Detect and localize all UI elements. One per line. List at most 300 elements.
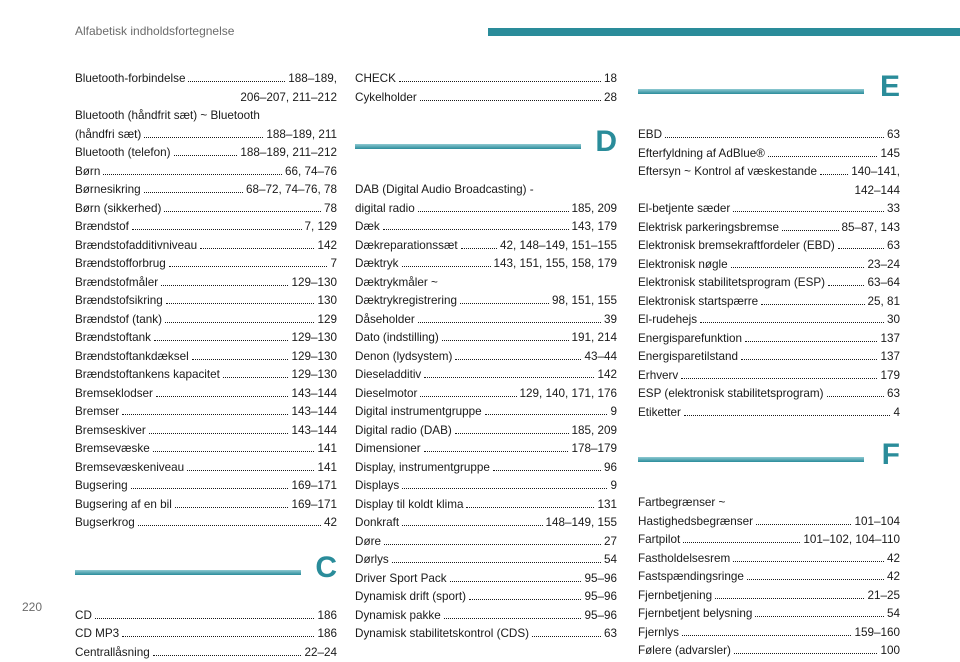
- index-entry-term: Dimensioner: [355, 440, 421, 459]
- dot-leader: [144, 137, 263, 138]
- index-entry-pages: 178–179: [571, 440, 617, 459]
- index-entry-term: Displays: [355, 477, 399, 496]
- index-entry-term: Dæktryk: [355, 255, 399, 274]
- index-entry-term: Display til koldt klima: [355, 496, 463, 515]
- index-entry-term: CD MP3: [75, 625, 119, 644]
- index-entry: [355, 292, 617, 311]
- dot-leader: [138, 525, 321, 526]
- index-entry-term: Elektronisk stabilitetsprogram (ESP): [638, 274, 825, 293]
- index-entry-pages: 27: [604, 533, 617, 552]
- index-entry: [638, 367, 900, 386]
- section-rule: [638, 458, 864, 461]
- index-entry-pages: 63: [887, 385, 900, 404]
- index-entry-pages: 142: [317, 237, 337, 256]
- index-entry-term: Bremser: [75, 403, 119, 422]
- index-entry: [75, 422, 337, 441]
- dot-leader: [122, 636, 314, 637]
- dot-leader: [153, 655, 302, 656]
- index-entry-term: Bremsevæskeniveau: [75, 459, 184, 478]
- index-entry: [638, 550, 900, 569]
- index-entry-term: Efterfyldning af AdBlue®: [638, 145, 765, 164]
- entry-list: [638, 494, 900, 661]
- index-entry: [638, 274, 900, 293]
- index-entry: [75, 496, 337, 515]
- index-entry-term: Bluetooth (telefon): [75, 144, 171, 163]
- index-entry-pages: 169–171: [291, 477, 337, 496]
- index-entry-pages: 9: [610, 477, 617, 496]
- section-e: [638, 70, 900, 120]
- index-entry: [75, 200, 337, 219]
- index-entry-term: Børn: [75, 163, 100, 182]
- entry-list: [75, 70, 337, 533]
- dot-leader: [187, 470, 314, 471]
- index-entry: [355, 625, 617, 644]
- dot-leader: [665, 137, 884, 138]
- index-entry-pages: 54: [604, 551, 617, 570]
- index-entry: [355, 496, 617, 515]
- dot-leader: [466, 507, 594, 508]
- dot-leader: [741, 359, 877, 360]
- dot-leader: [165, 322, 314, 323]
- index-entry-term: Bugsering: [75, 477, 128, 496]
- index-entry-pages: 142: [597, 366, 617, 385]
- index-entry-term: Døre: [355, 533, 381, 552]
- index-entry-pages: 188–189,: [288, 70, 337, 89]
- dot-leader: [444, 618, 582, 619]
- dot-leader: [418, 322, 601, 323]
- index-entry-pages: 96: [604, 459, 617, 478]
- index-entry: [355, 237, 617, 256]
- index-entry-term: ESP (elektronisk stabilitetsprogram): [638, 385, 824, 404]
- dot-leader: [188, 81, 285, 82]
- dot-leader: [156, 396, 289, 397]
- index-entry: [355, 218, 617, 237]
- dot-leader: [460, 303, 549, 304]
- index-entry: [638, 237, 900, 256]
- index-entry-pages: 9: [610, 403, 617, 422]
- index-entry-pages: 30: [887, 311, 900, 330]
- index-entry-term: Fastspændingsringe: [638, 568, 744, 587]
- index-entry: [638, 531, 900, 550]
- index-entry: [75, 477, 337, 496]
- dot-leader: [747, 579, 884, 580]
- index-entry-pages: 43–44: [584, 348, 617, 367]
- index-entry-pages: 42, 148–149, 151–155: [500, 237, 617, 256]
- index-entry-pages: 28: [604, 89, 617, 108]
- index-entry-pages: 33: [887, 200, 900, 219]
- dot-leader: [493, 470, 601, 471]
- dot-leader: [383, 229, 569, 230]
- index-entry-term: Brændstofsikring: [75, 292, 163, 311]
- index-entry: [355, 588, 617, 607]
- index-entry: [355, 607, 617, 626]
- dot-leader: [161, 285, 288, 286]
- dot-leader: [756, 524, 851, 525]
- dot-leader: [122, 414, 288, 415]
- index-entry: [355, 570, 617, 589]
- dot-leader: [532, 636, 601, 637]
- index-entry-term: Dæk: [355, 218, 380, 237]
- index-entry-term: Elektrisk parkeringsbremse: [638, 219, 779, 238]
- index-entry-pages: 85–87, 143: [842, 219, 901, 238]
- section-d: [355, 125, 617, 175]
- index-entry-pages: 95–96: [584, 607, 617, 626]
- index-entry: [355, 440, 617, 459]
- index-entry-term: Bremsevæske: [75, 440, 150, 459]
- index-entry-pages: 143–144: [291, 385, 337, 404]
- index-entry-term: El-rudehejs: [638, 311, 697, 330]
- index-entry: [75, 403, 337, 422]
- index-entry-pages: 25, 81: [868, 293, 901, 312]
- dot-leader: [733, 211, 884, 212]
- dot-leader: [175, 507, 289, 508]
- index-entry: [638, 200, 900, 219]
- dot-leader: [768, 156, 878, 157]
- entry-list: [355, 181, 617, 644]
- index-entry-pages: 188–189, 211: [266, 126, 337, 145]
- index-entry-pages: 159–160: [854, 624, 900, 643]
- index-entry-term: Brændstofforbrug: [75, 255, 166, 274]
- index-entry-pages: 42: [324, 514, 337, 533]
- index-entry: [355, 70, 617, 89]
- index-entry-prefix: Dæktrykmåler ~: [355, 274, 617, 293]
- dot-leader: [399, 81, 601, 82]
- index-entry-pages: 129–130: [291, 329, 337, 348]
- index-entry-term: Dynamisk pakke: [355, 607, 441, 626]
- index-entry-pages: 7, 129: [305, 218, 338, 237]
- dot-leader: [420, 100, 601, 101]
- section-rule: [638, 90, 864, 93]
- section-rule: [355, 145, 581, 148]
- index-entry-pages-continued: 142–144: [638, 182, 900, 201]
- index-entry-pages: 137: [880, 330, 900, 349]
- entry-list: [75, 607, 337, 662]
- dot-leader: [682, 635, 852, 636]
- dot-leader: [149, 433, 289, 434]
- dot-leader: [153, 451, 315, 452]
- section-letter: D: [595, 125, 617, 159]
- dot-leader: [761, 304, 864, 305]
- index-entry-term: Dørlys: [355, 551, 389, 570]
- index-entry: [75, 366, 337, 385]
- index-entry-term: Hastighedsbegrænser: [638, 513, 753, 532]
- header-accent-bar: [488, 28, 960, 36]
- index-entry: [75, 348, 337, 367]
- index-entry-pages: 21–25: [867, 587, 900, 606]
- dot-leader: [442, 340, 569, 341]
- index-entry-pages: 95–96: [584, 570, 617, 589]
- index-entry-pages: 143, 151, 155, 158, 179: [494, 255, 617, 274]
- index-entry-pages: 143, 179: [572, 218, 618, 237]
- index-entry: [638, 513, 900, 532]
- index-entry-term: Eftersyn ~ Kontrol af væskestande: [638, 163, 817, 182]
- index-entry-term: El-betjente sæder: [638, 200, 730, 219]
- index-entry: [75, 329, 337, 348]
- index-entry: [355, 514, 617, 533]
- index-entry: [355, 366, 617, 385]
- dot-leader: [169, 266, 328, 267]
- index-entry: [75, 181, 337, 200]
- index-entry-term: Bremseklodser: [75, 385, 153, 404]
- index-entry-term: Fjernlys: [638, 624, 679, 643]
- index-entry: [75, 607, 337, 626]
- index-entry-term: Brændstof (tank): [75, 311, 162, 330]
- index-entry: [75, 459, 337, 478]
- dot-leader: [734, 653, 878, 654]
- index-entry-term: Dieseladditiv: [355, 366, 421, 385]
- index-entry: [75, 255, 337, 274]
- index-entry: [638, 605, 900, 624]
- index-entry: [355, 255, 617, 274]
- entry-list: [638, 126, 900, 422]
- index-entry-term: Brændstoftank: [75, 329, 151, 348]
- index-entry-term: Dato (indstilling): [355, 329, 439, 348]
- index-entry: [75, 144, 337, 163]
- index-entry-pages: 7: [330, 255, 337, 274]
- index-entry-term: Erhverv: [638, 367, 678, 386]
- dot-leader: [683, 542, 800, 543]
- index-entry: [355, 477, 617, 496]
- dot-leader: [424, 377, 594, 378]
- index-entry: [75, 70, 337, 89]
- index-entry-pages: 130: [317, 292, 337, 311]
- index-entry-pages: 185, 209: [572, 200, 618, 219]
- index-entry-pages: 63: [604, 625, 617, 644]
- index-entry: [75, 625, 337, 644]
- index-entry: [355, 551, 617, 570]
- index-entry-pages: 129–130: [291, 366, 337, 385]
- dot-leader: [418, 211, 569, 212]
- dot-leader: [455, 359, 581, 360]
- dot-leader: [469, 599, 581, 600]
- index-entry: [638, 126, 900, 145]
- index-entry-pages: 145: [880, 145, 900, 164]
- index-entry-term: Energisparefunktion: [638, 330, 742, 349]
- index-entry-pages: 129–130: [291, 348, 337, 367]
- dot-leader: [700, 322, 884, 323]
- index-entry-term: Elektronisk startspærre: [638, 293, 758, 312]
- index-entry-term: Brændstofmåler: [75, 274, 158, 293]
- dot-leader: [731, 267, 865, 268]
- index-entry-pages: 23–24: [867, 256, 900, 275]
- index-entry-pages: 129, 140, 171, 176: [520, 385, 617, 404]
- section-rule: [75, 571, 301, 574]
- index-entry-prefix: Fartbegrænser ~: [638, 494, 900, 513]
- index-entry: [75, 385, 337, 404]
- index-entry-term: Børnesikring: [75, 181, 141, 200]
- index-entry-term: Dæktrykregistrering: [355, 292, 457, 311]
- entry-list: [355, 70, 617, 107]
- index-entry: [75, 311, 337, 330]
- index-entry-pages: 186: [317, 607, 337, 626]
- index-entry-term: Bluetooth-forbindelse: [75, 70, 185, 89]
- index-entry-term: Bugsering af en bil: [75, 496, 172, 515]
- index-entry-pages: 186: [317, 625, 337, 644]
- dot-leader: [461, 248, 497, 249]
- dot-leader: [200, 248, 314, 249]
- index-entry-pages: 101–104: [854, 513, 900, 532]
- index-entry-term: Digital radio (DAB): [355, 422, 452, 441]
- index-entry-term: CD: [75, 607, 92, 626]
- index-entry-pages: 143–144: [291, 403, 337, 422]
- dot-leader: [450, 581, 582, 582]
- index-entry: [355, 311, 617, 330]
- index-entry-term: Bugserkrog: [75, 514, 135, 533]
- index-entry-pages: 179: [880, 367, 900, 386]
- index-entry-pages: 185, 209: [572, 422, 618, 441]
- index-entry: [355, 200, 617, 219]
- index-entry-pages: 95–96: [584, 588, 617, 607]
- index-entry-pages: 143–144: [291, 422, 337, 441]
- header-title: Alfabetisk indholdsfortegnelse: [75, 24, 234, 38]
- index-entry: [355, 385, 617, 404]
- index-entry: [355, 89, 617, 108]
- dot-leader: [820, 174, 848, 175]
- index-entry: [75, 292, 337, 311]
- index-entry-term: Cykelholder: [355, 89, 417, 108]
- index-entry: [75, 126, 337, 145]
- section-c: [75, 551, 337, 601]
- index-entry-term: Børn (sikkerhed): [75, 200, 161, 219]
- dot-leader: [164, 211, 321, 212]
- section-letter: E: [880, 70, 900, 104]
- dot-leader: [838, 248, 884, 249]
- dot-leader: [402, 525, 542, 526]
- index-entry-pages: 63–64: [867, 274, 900, 293]
- index-column-2: [355, 70, 617, 644]
- dot-leader: [144, 192, 243, 193]
- index-entry-pages: 42: [887, 550, 900, 569]
- index-entry: [638, 348, 900, 367]
- index-entry: [638, 163, 900, 182]
- index-entry: [75, 440, 337, 459]
- dot-leader: [733, 561, 884, 562]
- index-entry-term: Driver Sport Pack: [355, 570, 447, 589]
- dot-leader: [166, 303, 315, 304]
- section-letter: F: [882, 438, 900, 472]
- index-entry: [355, 348, 617, 367]
- index-entry-term: Elektronisk bremsekraftfordeler (EBD): [638, 237, 835, 256]
- dot-leader: [103, 174, 282, 175]
- index-entry: [638, 330, 900, 349]
- dot-leader: [402, 488, 607, 489]
- index-entry-pages: 63: [887, 237, 900, 256]
- index-entry-term: Fjernbetjening: [638, 587, 712, 606]
- index-entry-pages: 141: [317, 459, 337, 478]
- index-entry-term: Denon (lydsystem): [355, 348, 452, 367]
- index-entry-term: Brændstoftankdæksel: [75, 348, 189, 367]
- index-entry-pages: 39: [604, 311, 617, 330]
- index-entry: [355, 422, 617, 441]
- index-entry-term: Etiketter: [638, 404, 681, 423]
- index-entry: [75, 163, 337, 182]
- dot-leader: [392, 562, 601, 563]
- index-entry: [638, 293, 900, 312]
- dot-leader: [455, 433, 569, 434]
- dot-leader: [755, 616, 884, 617]
- dot-leader: [223, 377, 289, 378]
- index-entry-term: Fartpilot: [638, 531, 680, 550]
- index-entry-term: digital radio: [355, 200, 415, 219]
- index-entry-prefix: Bluetooth (håndfrit sæt) ~ Bluetooth: [75, 107, 337, 126]
- index-entry-term: Dækreparationssæt: [355, 237, 458, 256]
- index-entry-pages: 68–72, 74–76, 78: [246, 181, 337, 200]
- index-entry: [638, 385, 900, 404]
- dot-leader: [192, 359, 289, 360]
- index-entry-pages: 63: [887, 126, 900, 145]
- index-entry-term: Følere (advarsler): [638, 642, 731, 661]
- index-entry-pages: 98, 151, 155: [552, 292, 617, 311]
- index-entry: [75, 237, 337, 256]
- index-entry-term: Fastholdelsesrem: [638, 550, 730, 569]
- index-entry: [355, 459, 617, 478]
- index-entry: [355, 329, 617, 348]
- index-entry-term: Display, instrumentgruppe: [355, 459, 490, 478]
- index-entry: [75, 274, 337, 293]
- index-entry: [638, 587, 900, 606]
- index-entry-term: Donkraft: [355, 514, 399, 533]
- index-entry: [638, 256, 900, 275]
- dot-leader: [681, 378, 877, 379]
- index-entry-term: Elektronisk nøgle: [638, 256, 728, 275]
- index-column-3: [638, 70, 900, 661]
- index-entry-term: (håndfri sæt): [75, 126, 141, 145]
- index-entry-term: Brændstofadditivniveau: [75, 237, 197, 256]
- index-entry-term: Dynamisk drift (sport): [355, 588, 466, 607]
- dot-leader: [745, 341, 878, 342]
- index-entry: [75, 644, 337, 662]
- index-entry-pages: 148–149, 155: [546, 514, 618, 533]
- index-entry-term: Fjernbetjent belysning: [638, 605, 752, 624]
- index-entry-term: Energisparetilstand: [638, 348, 738, 367]
- index-entry: [75, 514, 337, 533]
- index-entry-prefix: DAB (Digital Audio Broadcasting) -: [355, 181, 617, 200]
- dot-leader: [827, 396, 884, 397]
- dot-leader: [384, 544, 601, 545]
- index-entry-pages: 141: [317, 440, 337, 459]
- dot-leader: [485, 414, 608, 415]
- index-entry-term: Digital instrumentgruppe: [355, 403, 482, 422]
- section-f: [638, 438, 900, 488]
- index-entry-pages: 191, 214: [572, 329, 618, 348]
- dot-leader: [131, 488, 289, 489]
- dot-leader: [420, 396, 516, 397]
- dot-leader: [782, 230, 839, 231]
- index-entry-term: Brændstoftankens kapacitet: [75, 366, 220, 385]
- dot-leader: [828, 285, 864, 286]
- index-entry-pages: 54: [887, 605, 900, 624]
- index-entry: [638, 568, 900, 587]
- index-entry-pages: 140–141,: [851, 163, 900, 182]
- dot-leader: [424, 451, 569, 452]
- index-entry-term: Brændstof: [75, 218, 129, 237]
- index-entry: [638, 624, 900, 643]
- dot-leader: [174, 155, 238, 156]
- index-entry-term: Dynamisk stabilitetskontrol (CDS): [355, 625, 529, 644]
- index-entry-pages: 100: [880, 642, 900, 661]
- index-entry-pages: 169–171: [291, 496, 337, 515]
- section-letter: C: [315, 551, 337, 585]
- index-entry-pages: 131: [597, 496, 617, 515]
- index-entry-term: Centrallåsning: [75, 644, 150, 662]
- index-entry-pages: 22–24: [304, 644, 337, 662]
- index-entry: [355, 533, 617, 552]
- index-entry-pages: 129: [317, 311, 337, 330]
- index-entry-pages: 137: [880, 348, 900, 367]
- index-entry: [638, 642, 900, 661]
- index-entry: [638, 311, 900, 330]
- index-entry-pages: 4: [893, 404, 900, 423]
